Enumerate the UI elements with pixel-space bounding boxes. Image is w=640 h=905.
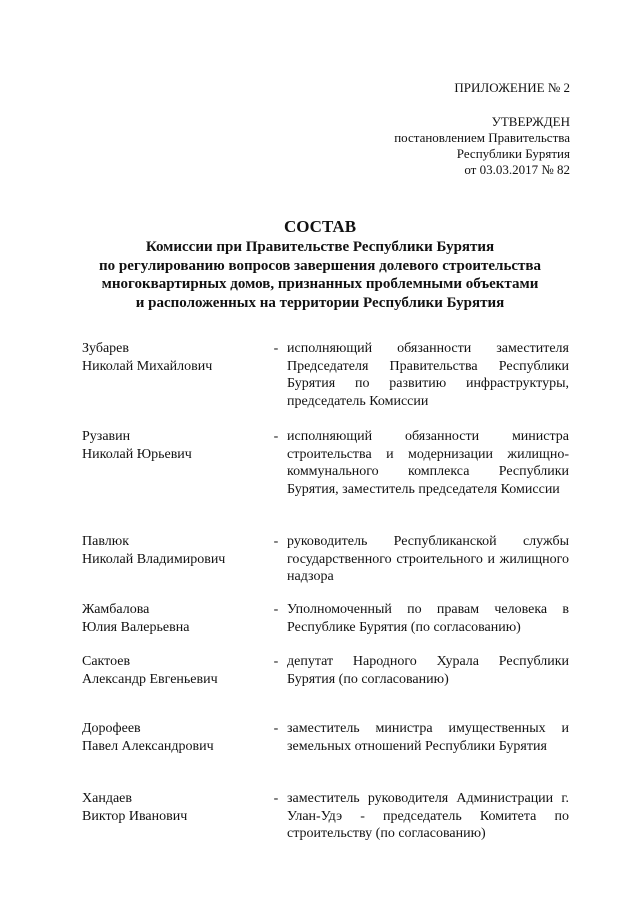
member-given-names: Павел Александрович bbox=[82, 738, 214, 754]
member-dash: - bbox=[273, 654, 279, 669]
member-surname: Дорофеев bbox=[82, 721, 141, 736]
approval-stamp bbox=[394, 80, 570, 178]
member-name bbox=[82, 653, 272, 688]
member-dash: - bbox=[273, 534, 279, 549]
member-name bbox=[82, 533, 272, 568]
member-role: заместитель руководителя Администрации г. Улан-Удэ - председатель Комитета по строительству (по согласованию) bbox=[287, 791, 569, 841]
approved-by-line-1: постановлением Правительства bbox=[394, 130, 570, 145]
resolution-date-number: от 03.03.2017 № 82 bbox=[464, 162, 570, 177]
approved-by-line-2: Республики Бурятия bbox=[456, 146, 570, 161]
member-dash: - bbox=[273, 721, 279, 736]
member-dash: - bbox=[273, 602, 279, 617]
member-surname: Хандаев bbox=[82, 791, 132, 806]
member-surname: Рузавин bbox=[82, 429, 131, 444]
member-name bbox=[82, 720, 272, 755]
member-surname: Жамбалова bbox=[82, 602, 150, 617]
member-given-names: Юлия Валерьевна bbox=[82, 619, 190, 635]
member-dash: - bbox=[273, 791, 279, 806]
document-title: СОСТАВ bbox=[283, 217, 357, 236]
member-role: исполняющий обязанности министра строительства и модернизации жилищно-коммунального комплекса Республики Бурятия, заместитель председателя Комиссии bbox=[287, 429, 569, 497]
member-dash: - bbox=[273, 429, 279, 444]
member-role: исполняющий обязанности заместителя Председателя Правительства Республики Бурятия по развитию инфраструктуры, председатель Комиссии bbox=[287, 341, 569, 409]
document-heading bbox=[0, 216, 640, 312]
member-given-names: Николай Владимирович bbox=[82, 551, 226, 567]
member-name bbox=[82, 428, 272, 463]
member-given-names: Николай Михайлович bbox=[82, 358, 213, 374]
member-role: депутат Народного Хурала Республики Бурятия (по согласованию) bbox=[287, 654, 569, 687]
member-surname: Зубарев bbox=[82, 341, 129, 356]
member-role: руководитель Республиканской службы государственного строительного и жилищного надзора bbox=[287, 534, 569, 584]
heading-line-3: многоквартирных домов, признанных проблемными объектами bbox=[101, 276, 539, 292]
appendix-label: ПРИЛОЖЕНИЕ № 2 bbox=[454, 80, 570, 95]
heading-line-2: по регулированию вопросов завершения долевого строительства bbox=[98, 257, 542, 274]
member-name bbox=[82, 340, 272, 375]
member-role: заместитель министра имущественных и земельных отношений Республики Бурятия bbox=[287, 721, 569, 754]
member-dash: - bbox=[273, 341, 279, 356]
member-given-names: Виктор Иванович bbox=[82, 808, 188, 824]
member-given-names: Николай Юрьевич bbox=[82, 446, 192, 462]
heading-line-4: и расположенных на территории Республики Бурятия bbox=[135, 294, 505, 311]
member-given-names: Александр Евгеньевич bbox=[82, 671, 218, 687]
member-name bbox=[82, 790, 272, 825]
member-surname: Сактоев bbox=[82, 654, 131, 669]
member-role: Уполномоченный по правам человека в Республике Бурятия (по согласованию) bbox=[287, 602, 569, 635]
member-surname: Павлюк bbox=[82, 534, 129, 549]
heading-line-1: Комиссии при Правительстве Республики Бурятия bbox=[145, 239, 495, 255]
approved-label: УТВЕРЖДЕН bbox=[491, 114, 570, 129]
member-name bbox=[82, 601, 272, 636]
